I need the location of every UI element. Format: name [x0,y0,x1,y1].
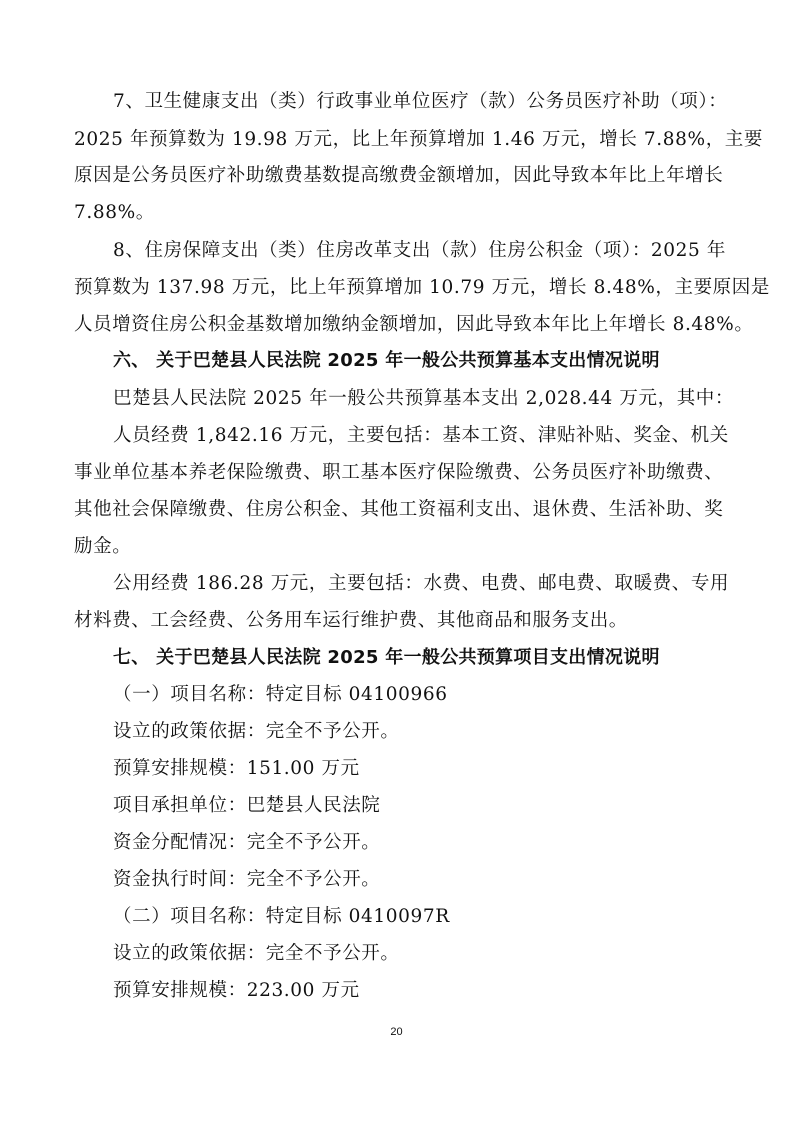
section-6-heading: 六、 关于巴楚县人民法院 2025 年一般公共预算基本支出情况说明 [113,350,660,371]
project-1-undertaking-unit: 项目承担单位：巴楚县人民法院 [113,795,381,816]
section-7-heading: 七、 关于巴楚县人民法院 2025 年一般公共预算项目支出情况说明 [113,647,660,668]
paragraph-7-line-3: 原因是公务员医疗补助缴费基数提高缴费金额增加，因此导致本年比上年增长 [74,165,724,186]
project-2-name: （二）项目名称：特定目标 0410097R [113,906,450,927]
paragraph-7-line-1: 7、卫生健康支出（类）行政事业单位医疗（款）公务员医疗补助（项）： [113,91,728,112]
paragraph-7-line-4: 7.88%。 [74,202,155,223]
project-2-policy-basis: 设立的政策依据：完全不予公开。 [113,943,400,964]
personnel-cost-line-2: 事业单位基本养老保险缴费、职工基本医疗保险缴费、公务员医疗补助缴费、 [74,462,724,483]
project-1-execution-time: 资金执行时间：完全不予公开。 [113,869,381,890]
paragraph-8-line-2: 预算数为 137.98 万元，比上年预算增加 10.79 万元，增长 8.48%，主要原因是 [74,277,770,298]
paragraph-8-line-3: 人员增资住房公积金基数增加缴纳金额增加，因此导致本年比上年增长 8.48%。 [74,314,754,335]
project-2-budget-scale: 预算安排规模：223.00 万元 [113,980,360,1001]
personnel-cost-line-4: 励金。 [74,536,132,557]
project-1-policy-basis: 设立的政策依据：完全不予公开。 [113,721,400,742]
project-1-fund-allocation: 资金分配情况：完全不予公开。 [113,832,381,853]
paragraph-7-line-2: 2025 年预算数为 19.98 万元，比上年预算增加 1.46 万元，增长 7.88%，主要 [74,129,763,150]
personnel-cost-line-3: 其他社会保障缴费、住房公积金、其他工资福利支出、退休费、生活补助、奖 [74,499,724,520]
project-1-budget-scale: 预算安排规模：151.00 万元 [113,758,360,779]
page-number: 20 [390,1026,403,1038]
public-cost-line-1: 公用经费 186.28 万元，主要包括：水费、电费、邮电费、取暖费、专用 [113,573,730,594]
project-1-name: （一）项目名称：特定目标 04100966 [113,684,448,705]
paragraph-8-line-1: 8、住房保障支出（类）住房改革支出（款）住房公积金（项）：2025 年 [113,240,726,261]
personnel-cost-line-1: 人员经费 1,842.16 万元，主要包括：基本工资、津贴补贴、奖金、机关 [113,425,729,446]
public-cost-line-2: 材料费、工会经费、公务用车运行维护费、其他商品和服务支出。 [74,610,628,631]
section-6-intro: 巴楚县人民法院 2025 年一般公共预算基本支出 2,028.44 万元，其中： [113,388,734,409]
